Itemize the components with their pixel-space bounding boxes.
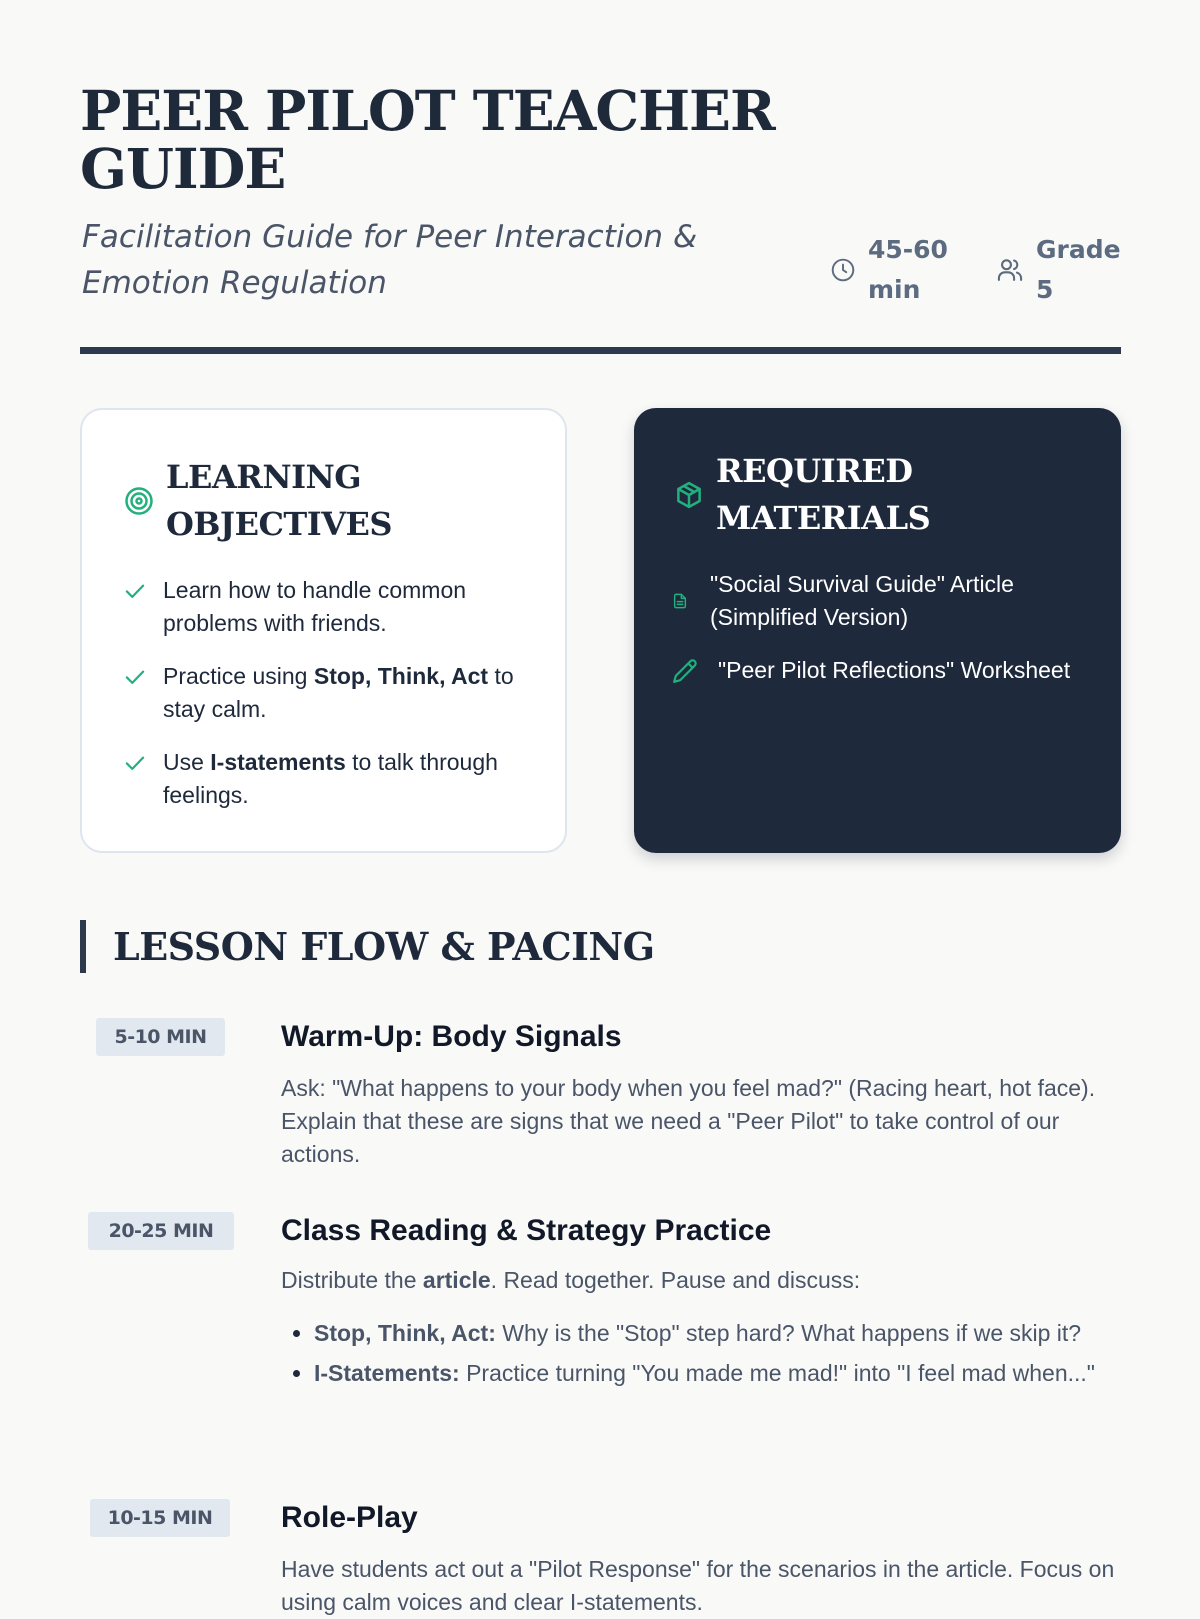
checkmark-icon (124, 660, 163, 686)
page-subtitle: Facilitation Guide for Peer Interaction & Emotion Regulation (82, 219, 698, 301)
discussion-point-text: Why is the "Stop" step hard? What happens if we skip it? (495, 1320, 1082, 1346)
text-run: Distribute the (281, 1267, 423, 1293)
discussion-point-lead: I-Statements: (314, 1360, 460, 1386)
discussion-point (314, 1317, 1121, 1350)
step-title: Warm-Up: Body Signals (281, 1020, 622, 1053)
text-run: Ask: "What happens to your body when you feel mad?" (Racing heart, hot face). Explain that these are signs that we need a "Peer Pilot" to take control of our actions. (281, 1075, 1096, 1167)
page-title: PEER PILOT TEACHER GUIDE (80, 78, 775, 201)
objective-text (163, 746, 534, 812)
text-run: Use (163, 749, 211, 775)
pencil-icon (672, 658, 718, 684)
discussion-point-lead: Stop, Think, Act: (314, 1320, 496, 1346)
header-divider (80, 347, 1121, 354)
emphasis-text: I-statements (210, 749, 346, 775)
step-body (281, 1208, 1121, 1397)
step-description (281, 1072, 1121, 1171)
required-materials-card (634, 408, 1121, 853)
materials-header (674, 448, 1036, 542)
grade-label: Grade 5 (1036, 235, 1121, 304)
step-title: Role-Play (281, 1501, 418, 1534)
learning-objectives-card (80, 408, 567, 853)
objective-text (163, 660, 534, 726)
discussion-point (314, 1357, 1121, 1390)
step-body (281, 1495, 1121, 1619)
materials-list (672, 568, 1102, 707)
text-run: to talk through feelings. (163, 749, 498, 808)
text-run: Learn how to handle common problems with friends. (163, 577, 467, 636)
section-accent-bar (80, 920, 86, 973)
material-worksheet-label: "Peer Pilot Reflections" Worksheet (718, 657, 1071, 683)
text-run: to stay calm. (163, 663, 514, 722)
time-badge: 20-25 MIN (88, 1212, 234, 1250)
objectives-list (124, 574, 534, 832)
package-icon (674, 480, 716, 510)
step-description (281, 1553, 1121, 1619)
objective-text (163, 574, 534, 640)
lesson-flow-header (80, 920, 655, 973)
checkmark-icon (124, 746, 163, 772)
duration-meta (830, 230, 958, 310)
material-worksheet (672, 654, 1102, 687)
target-icon (124, 486, 166, 516)
text-run: Practice using (163, 663, 314, 689)
objective-item (124, 746, 534, 812)
time-badge: 10-15 MIN (90, 1499, 230, 1537)
objectives-title: LEARNING OBJECTIVES (166, 458, 393, 543)
step-body (281, 1014, 1121, 1171)
text-run: Have students act out a "Pilot Response" for the scenarios in the article. Focus on using calm voices and clear I-statements. (281, 1556, 1115, 1615)
emphasis-text: Stop, Think, Act (313, 663, 489, 689)
checkmark-icon (124, 574, 163, 600)
discussion-point-text: Practice turning "You made me mad!" into "I feel mad when..." (459, 1360, 1095, 1386)
time-badge: 5-10 MIN (96, 1018, 225, 1056)
objectives-header (124, 454, 486, 548)
objective-item (124, 660, 534, 726)
discussion-points (281, 1317, 1121, 1390)
document-icon (672, 592, 710, 610)
teacher-guide-page (80, 0, 1121, 1615)
material-article-label: "Social Survival Guide" Article (Simplified Version) (710, 571, 1014, 630)
text-run: . Read together. Pause and discuss: (490, 1267, 861, 1293)
step-title: Class Reading & Strategy Practice (281, 1214, 772, 1247)
users-icon (996, 256, 1024, 284)
grade-meta (996, 230, 1121, 310)
material-article (672, 568, 1102, 634)
lesson-flow-title: LESSON FLOW & PACING (113, 924, 655, 969)
clock-icon (830, 257, 856, 283)
objective-item (124, 574, 534, 640)
emphasis-text: article (422, 1267, 491, 1293)
materials-title: REQUIRED MATERIALS (716, 452, 931, 537)
step-description (281, 1264, 1121, 1297)
duration-label: 45-60 min (868, 235, 948, 304)
